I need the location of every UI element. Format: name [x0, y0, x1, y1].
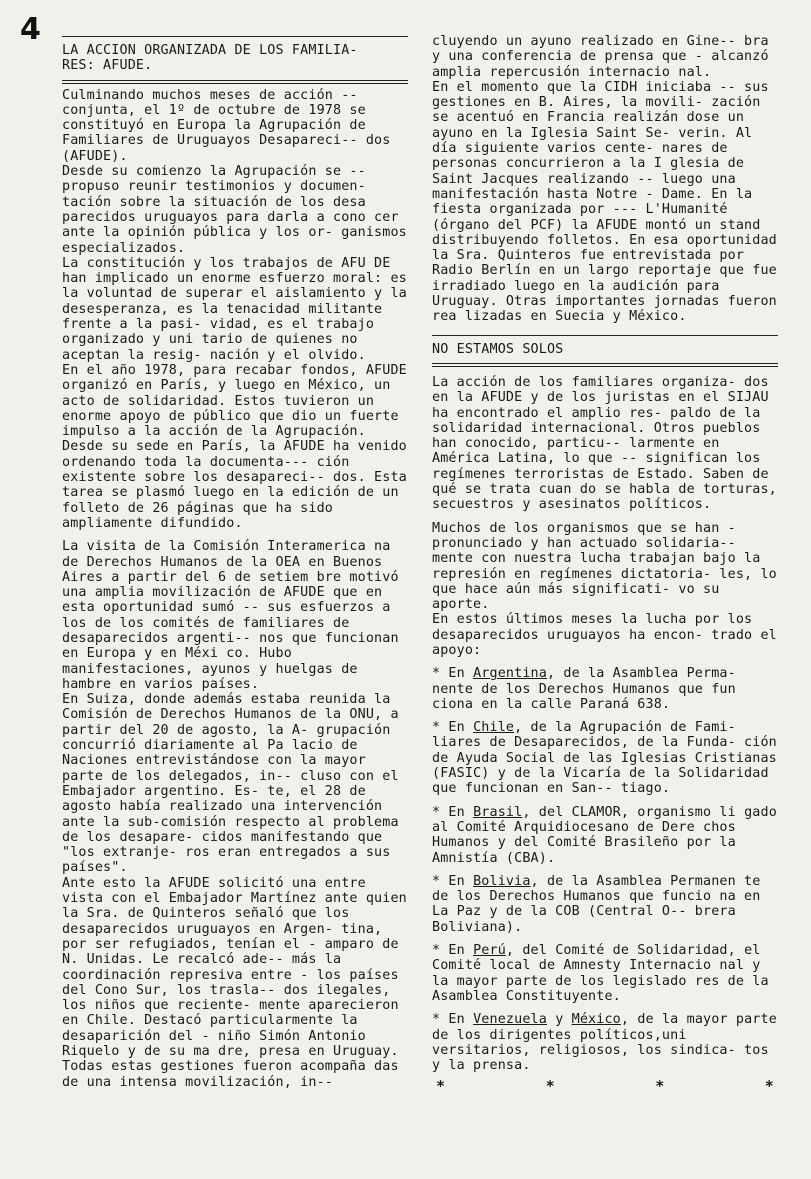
- paragraph: Desde su comienzo la Agrupación se -- propuso reunir testimonios y documen- tación sobre la situación de los desa parecidos uruguayos para darla a cono cer ante la opinión pública y los or- ganismos especializados.: [62, 164, 407, 256]
- star-glyph: *: [764, 1077, 774, 1096]
- star-glyph: *: [545, 1077, 555, 1096]
- support-item-argentina: * En Argentina, de la Asamblea Perma- nente de los Derechos Humanos que fun ciona en la calle Paraná 638.: [432, 666, 736, 712]
- country-name: Perú: [473, 943, 506, 959]
- country-name: Argentina: [473, 666, 547, 682]
- section-rule: [432, 335, 778, 336]
- heading-rule: [62, 80, 408, 81]
- end-stars: [432, 1073, 778, 1094]
- paragraph: Ante esto la AFUDE solicitó una entre vista con el Embajador Martínez ante quien la Sra. de Quinteros señaló que los desaparecidos uruguayos en Argen- tina, por ser refugiados, tenían el - amparo de N. Unidas. Le recalcó ade-- más la coordinación represiva entre - los países del Cono Sur, los trasla-- dos ilegales, los niños que reciente- mente aparecieron en Chile. Destacó particularmente la desaparición del - niño Simón Antonio Riquelo y de su ma dre, presa en Uruguay.: [62, 875, 407, 1059]
- heading-line-1: LA ACCION ORGANIZADA DE LOS FAMILIA-: [62, 43, 358, 58]
- support-item-bolivia: * En Bolivia, de la Asamblea Permanen te de los Derechos Humanos que funcio na en La Paz y de la COB (Central O-- brera Boliviana).: [432, 873, 761, 935]
- support-item-brasil: * En Brasil, del CLAMOR, organismo li gado al Comité Arquidiocesano de Dere chos Humanos y del Comité Brasileño por la Amnistía (CBA).: [432, 804, 777, 866]
- paragraph: En Suiza, donde además estaba reunida la Comisión de Derechos Humanos de la ONU, a partir del 20 de agosto, la A- grupación concurrió diariamente al Pa lacio de Naciones entrevistándose con la mayor parte de los delegados, in-- cluso con el Embajador argentino. Es- te, el 28 de agosto había realizado una intervención ante la sub-comisión respecto al problema de los desapare- cidos manifestando que "los extranje- ros eran entregados a sus países".: [62, 692, 399, 876]
- section-heading-afude: [62, 43, 408, 74]
- paragraph: Desde su sede en París, la AFUDE ha venido ordenando toda la documenta--- ción existente sobre los desapareci-- dos. Esta tarea se plasmó luego en la edición de un folleto de 26 páginas que ha sido ampliamente difundido.: [62, 439, 407, 531]
- page-number: 4: [20, 12, 41, 47]
- paragraph: La visita de la Comisión Interamerica na de Derechos Humanos de la OEA en Buenos Aires a partir del 6 de setiem bre motivó una amplia movilización de AFUDE que en esta oportunidad sumó -- sus esfuerzos a los de los comités de familiares de desaparecidos argenti-- nos que funcionan en Europa y en Méxi co. Hubo manifestaciones, ayunos y huelgas de hambre en varios países.: [62, 539, 399, 692]
- paragraph: cluyendo un ayuno realizado en Gine-- bra y una conferencia de prensa que - alcanzó amplia repercusión internacio nal.: [432, 34, 769, 80]
- star-glyph: *: [655, 1077, 665, 1096]
- country-name: Venezuela: [473, 1012, 547, 1028]
- paragraph: En el momento que la CIDH iniciaba -- sus gestiones en B. Aires, la movili- zación se acentuó en Francia realizán dose un ayuno en la Iglesia Saint Se- verin. Al día siguiente varios cente- nares de personas concurrieron a la I glesia de Saint Jacques realizando -- luego una manifestación hasta Notre - Dame. En la fiesta organizada por --- L'Humanité (órgano del PCF) la AFUDE montó un stand distribuyendo folletos. En esa oportunidad la Sra. Quinteros fue entrevistada por Radio Berlín en un largo reportaje que fue irradiado luego en la audición para Uruguay. Otras importantes jornadas fueron rea lizadas en Suecia y México.: [432, 79, 777, 325]
- paragraph: Muchos de los organismos que se han - pronunciado y han actuado solidaria-- mente con nuestra lucha trabajan bajo la represión en regímenes dictatoria- les, lo que hace aún más significati- vo su aporte.: [432, 520, 777, 613]
- left-column: [62, 34, 408, 1090]
- country-name: Brasil: [473, 804, 523, 820]
- support-item-peru: * En Perú, del Comité de Solidaridad, el Comité local de Amnesty Internacio nal y la mayor parte de los legislado res de la Asamblea Constituyente.: [432, 943, 769, 1004]
- heading-line-2: RES: AFUDE.: [62, 58, 153, 74]
- right-column: [432, 34, 778, 1095]
- support-item-chile: * En Chile, de la Agrupación de Fami- liares de Desaparecidos, de la Funda- ción de Ayuda Social de las Iglesias Cristianas (FASIC) y de la Vicaría de la Solidaridad que funcionan en San-- tiago.: [432, 720, 777, 797]
- support-item-venezuela-mexico: * En Venezuela y México, de la mayor parte de los dirigentes políticos,uni versitarios, religiosos, los sindica- tos y la prensa.: [432, 1012, 777, 1074]
- country-name: Bolivia: [473, 873, 531, 889]
- paragraph: La acción de los familiares organiza- dos en la AFUDE y de los juristas en el SIJAU ha encontrado el amplio res- paldo de la solidaridad internacional. Otros pueblos han conocido, particu-- larmente en América Latina, lo que -- significan los regímenes terroristas de Estado. Saben de qué se trata cuan do se habla de torturas, secuestros y asesinatos políticos.: [432, 374, 777, 513]
- star-glyph: *: [436, 1077, 446, 1096]
- paragraph: En el año 1978, para recabar fondos, AFUDE organizó en París, y luego en México, un acto de solidaridad. Estos tuvieron un enorme apoyo de público que dio un fuerte impulso a la acción de la Agrupación.: [62, 362, 407, 440]
- top-rule: [62, 36, 408, 37]
- paragraph: En estos últimos meses la lucha por los desaparecidos uruguayos ha encon- trado el apoyo:: [432, 612, 777, 658]
- paragraph: La constitución y los trabajos de AFU DE han implicado un enorme esfuerzo moral: es la voluntad de superar el aislamiento y la desesperanza, es la tenacidad militante frente a la pasi- vidad, es el trabajo organizado y uni tario de quienes no aceptan la resig- nación y el olvido.: [62, 255, 407, 363]
- country-name: México: [571, 1012, 621, 1028]
- country-name: Chile: [473, 720, 515, 736]
- paragraph: Todas estas gestiones fueron acompaña das de una intensa movilización, in--: [62, 1059, 399, 1090]
- paragraph: Culminando muchos meses de acción -- conjunta, el 1º de octubre de 1978 se constituyó en Europa la Agrupación de Familiares de Uruguayos Desapareci-- dos (AFUDE).: [62, 87, 391, 164]
- section-heading-no-estamos-solos: NO ESTAMOS SOLOS: [432, 341, 564, 357]
- heading-rule: [432, 363, 778, 364]
